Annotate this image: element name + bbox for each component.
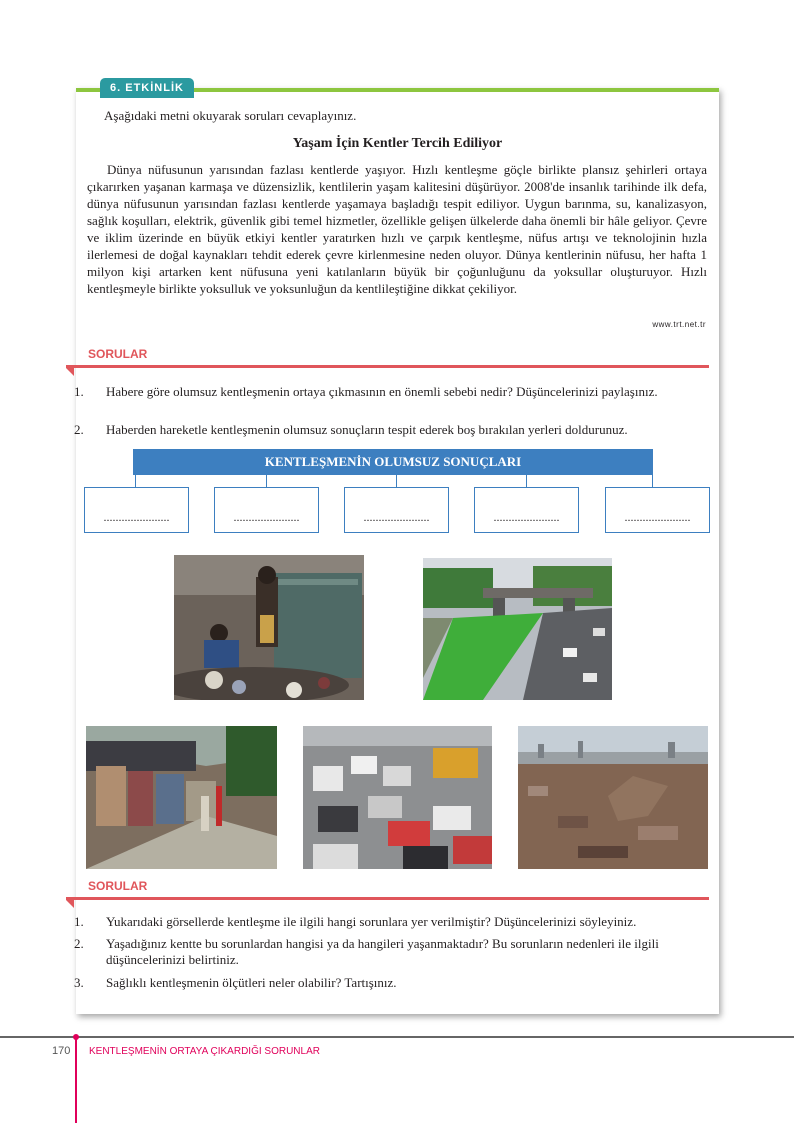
article-title: Yaşam İçin Kentler Tercih Ediliyor <box>292 136 503 151</box>
photo-shanty-town <box>518 726 708 869</box>
question-1-2 <box>74 422 723 438</box>
answer-box-3[interactable]: ...................... <box>344 487 449 533</box>
answer-box-1[interactable]: ...................... <box>84 487 189 533</box>
diagram-connector-line <box>526 474 527 488</box>
footer-rule <box>0 1036 794 1038</box>
diagram-connector-line <box>135 474 136 488</box>
answer-box-2[interactable]: ...................... <box>214 487 319 533</box>
footer-marker <box>73 1034 79 1040</box>
question-number: 2. <box>74 936 84 951</box>
questions-divider-2 <box>66 897 709 900</box>
question-1-1 <box>74 384 723 400</box>
answer-box-4[interactable]: ...................... <box>474 487 579 533</box>
article-source: www.trt.net.tr <box>652 320 706 329</box>
questions-heading-1: SORULAR <box>88 347 148 361</box>
activity-tab: 6. ETKİNLİK <box>100 78 194 98</box>
questions-heading-2: SORULAR <box>88 879 148 893</box>
page-number: 170 <box>52 1045 71 1057</box>
answer-box-5[interactable]: ...................... <box>605 487 710 533</box>
running-title: KENTLEŞMENİN ORTAYA ÇIKARDIĞI SORUNLAR <box>89 1046 320 1057</box>
footer-margin-line <box>75 1036 77 1123</box>
question-2-2 <box>74 936 723 968</box>
question-number: 1. <box>74 384 84 399</box>
diagram-connector-line <box>652 474 653 488</box>
diagram-connector <box>133 474 653 475</box>
question-text: Habere göre olumsuz kentleşmenin ortaya çıkmasının en önemli sebebi nedir? Düşüncelerinizi paylaşınız. <box>106 384 658 399</box>
question-text: Yaşadığınız kentte bu sorunlardan hangisi ya da hangileri yaşanmaktadır? Bu sorunların nedenleri ile ilgili düşüncelerinizi belirtiniz. <box>106 936 659 967</box>
question-text: Sağlıklı kentleşmenin ölçütleri neler olabilir? Tartışınız. <box>106 975 397 990</box>
question-number: 1. <box>74 914 84 929</box>
questions-divider-corner-1 <box>66 368 74 376</box>
question-number: 2. <box>74 422 84 437</box>
question-number: 3. <box>74 975 84 990</box>
photo-children-garbage <box>174 555 364 700</box>
question-2-3 <box>74 975 723 991</box>
question-2-1 <box>74 914 723 930</box>
photo-traffic-jam <box>303 726 492 869</box>
questions-divider-corner-2 <box>66 900 74 908</box>
photo-polluted-canal <box>423 558 612 700</box>
diagram-connector-line <box>266 474 267 488</box>
question-text: Yukarıdaki görsellerde kentleşme ile ilgili hangi sorunlara yer verilmiştir? Düşüncelerinizi söyleyiniz. <box>106 914 637 929</box>
diagram-connector-line <box>396 474 397 488</box>
article-body: Dünya nüfusunun yarısından fazlası kentlerde yaşıyor. Hızlı kentleşme göçle birlikte plansız şehirleri ortaya çıkarırken yaşanan karmaşa ve düzensizlik, kentlilerin yaşam kalitesini düşürüyor. 2008'de insanlık tarihinde ilk defa, dünya nüfusunun yarısından fazlası kentlerde yaşamaya başladığı tespit ediliyor. Uygun barınma, su, kanalizasyon, sağlık koşulları, elektrik, güvenlik gibi temel hizmetler, özellikle gelişen ülkelerde daha önemli bir hâle geliyor. Çevre ve iklim üzerinde en büyük etkiyi kentler yaratırken hızlı ve çarpık kentleşme, nüfus artışı ve teknolojinin hızla ilerlemesi de doğal kaynakları tehdit ederek çevre kirlenmesine neden oluyor. Dünya kentlerinin nüfusu, her hafta 1 milyon kişi artarken kent nüfusuna yeni katılanların büyük bir çoğunluğunu da yoksullar oluşturuyor. Hızlı kentleşmeyle birlikte yoksulluk ve yoksunluğun da kentlileştiğine dikkat çekiliyor. <box>87 162 707 296</box>
questions-divider-1 <box>66 365 709 368</box>
diagram-title: KENTLEŞMENİN OLUMSUZ SONUÇLARI <box>133 449 653 474</box>
instruction-text: Aşağıdaki metni okuyarak soruları cevaplayınız. <box>104 108 357 123</box>
question-text: Haberden hareketle kentleşmenin olumsuz sonuçların tespit ederek boş bırakılan yerleri doldurunuz. <box>106 422 628 437</box>
photo-slum-shacks <box>86 726 277 869</box>
